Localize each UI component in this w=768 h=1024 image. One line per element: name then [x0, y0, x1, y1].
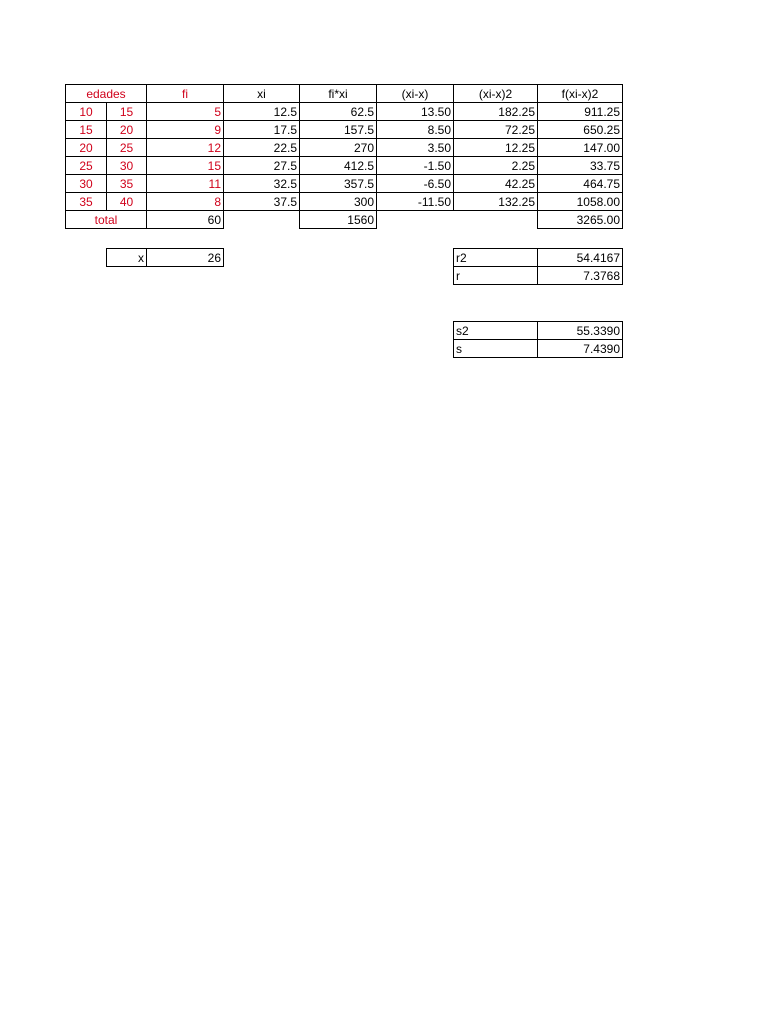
- r-label: r: [453, 266, 538, 285]
- age-lower: 10: [65, 102, 107, 121]
- deviation-squared-cell: 72.25: [453, 120, 538, 139]
- total-fi: 60: [146, 210, 224, 229]
- age-upper: 15: [106, 102, 147, 121]
- weighted-deviation-squared-cell: 911.25: [537, 102, 623, 121]
- header-fi: fi: [146, 84, 224, 103]
- fi-cell: 15: [146, 156, 224, 175]
- total-fdev2: 3265.00: [537, 210, 623, 229]
- age-lower: 15: [65, 120, 107, 139]
- deviation-cell: -6.50: [376, 174, 454, 193]
- fi-cell: 11: [146, 174, 224, 193]
- deviation-squared-cell: 2.25: [453, 156, 538, 175]
- deviation-squared-cell: 12.25: [453, 138, 538, 157]
- deviation-cell: -11.50: [376, 192, 454, 211]
- s2-value: 55.3390: [537, 321, 623, 340]
- xi-cell: 27.5: [223, 156, 300, 175]
- fixi-cell: 357.5: [299, 174, 377, 193]
- fi-cell: 5: [146, 102, 224, 121]
- xi-cell: 17.5: [223, 120, 300, 139]
- fixi-cell: 157.5: [299, 120, 377, 139]
- xi-cell: 22.5: [223, 138, 300, 157]
- header-deviation-squared: (xi-x)2: [453, 84, 538, 103]
- mean-value: 26: [146, 248, 224, 267]
- fixi-cell: 412.5: [299, 156, 377, 175]
- age-upper: 40: [106, 192, 147, 211]
- weighted-deviation-squared-cell: 464.75: [537, 174, 623, 193]
- deviation-cell: -1.50: [376, 156, 454, 175]
- deviation-squared-cell: 42.25: [453, 174, 538, 193]
- r2-value: 54.4167: [537, 248, 623, 267]
- age-lower: 35: [65, 192, 107, 211]
- age-upper: 25: [106, 138, 147, 157]
- weighted-deviation-squared-cell: 650.25: [537, 120, 623, 139]
- total-label: total: [65, 210, 147, 229]
- age-lower: 30: [65, 174, 107, 193]
- xi-cell: 32.5: [223, 174, 300, 193]
- total-fixi: 1560: [299, 210, 377, 229]
- age-upper: 20: [106, 120, 147, 139]
- age-upper: 30: [106, 156, 147, 175]
- r-value: 7.3768: [537, 266, 623, 285]
- fixi-cell: 300: [299, 192, 377, 211]
- header-deviation: (xi-x): [376, 84, 454, 103]
- s2-label: s2: [453, 321, 538, 340]
- header-xi: xi: [223, 84, 300, 103]
- age-lower: 25: [65, 156, 107, 175]
- s-label: s: [453, 339, 538, 358]
- header-weighted-deviation-squared: f(xi-x)2: [537, 84, 623, 103]
- xi-cell: 12.5: [223, 102, 300, 121]
- header-edades: edades: [65, 84, 147, 103]
- deviation-cell: 13.50: [376, 102, 454, 121]
- s-value: 7.4390: [537, 339, 623, 358]
- deviation-squared-cell: 132.25: [453, 192, 538, 211]
- fi-cell: 8: [146, 192, 224, 211]
- mean-label: x: [106, 248, 147, 267]
- weighted-deviation-squared-cell: 147.00: [537, 138, 623, 157]
- fixi-cell: 62.5: [299, 102, 377, 121]
- age-lower: 20: [65, 138, 107, 157]
- weighted-deviation-squared-cell: 1058.00: [537, 192, 623, 211]
- weighted-deviation-squared-cell: 33.75: [537, 156, 623, 175]
- deviation-cell: 3.50: [376, 138, 454, 157]
- deviation-cell: 8.50: [376, 120, 454, 139]
- header-fixi: fi*xi: [299, 84, 377, 103]
- r2-label: r2: [453, 248, 538, 267]
- fi-cell: 12: [146, 138, 224, 157]
- fi-cell: 9: [146, 120, 224, 139]
- deviation-squared-cell: 182.25: [453, 102, 538, 121]
- xi-cell: 37.5: [223, 192, 300, 211]
- age-upper: 35: [106, 174, 147, 193]
- fixi-cell: 270: [299, 138, 377, 157]
